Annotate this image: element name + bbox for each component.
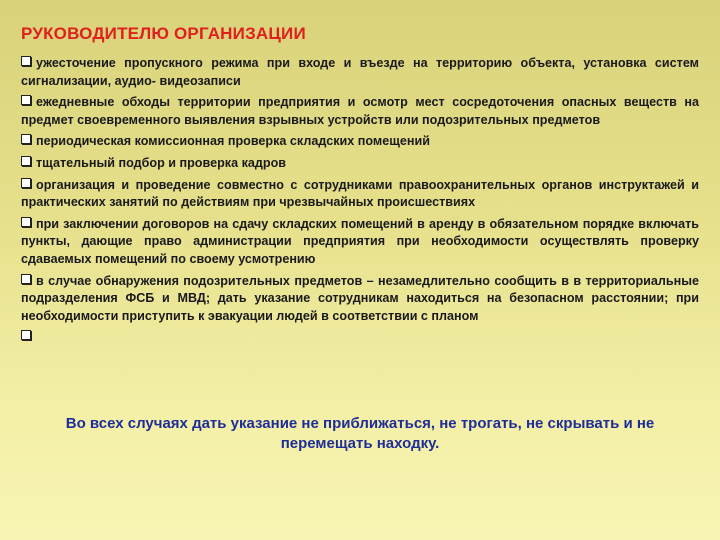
list-item (21, 133, 699, 151)
checkbox-bullet-icon (21, 156, 31, 166)
list-item-text: организация и проведение совместно с сотрудниками правоохранительных органов инструктажей и практических занятий по действиям при чрезвычайных происшествиях (21, 177, 699, 210)
checkbox-bullet-icon (21, 330, 31, 340)
list-item (21, 177, 699, 212)
list-item (21, 94, 699, 129)
list-item-text: ужесточение пропускного режима при входе и въезде на территорию объекта, установка систем сигнализации, аудио- видеозаписи (21, 56, 699, 88)
list-item-text: при заключении договоров на сдачу складских помещений в аренду в обязательном порядке включать пункты, дающие право администрации предприятия при необходимости осуществлять проверку сдаваемых помещений по своему усмотрению (21, 216, 699, 266)
list-item-text: в случае обнаружения подозрительных предметов – незамедлительно сообщить в в территориальные подразделения ФСБ и МВД; дать указание сотрудникам находиться на безопасном расстоянии; при необходимости приступить к эвакуации людей в соответствии с планом (21, 273, 699, 323)
checkbox-bullet-icon (21, 134, 31, 144)
slide-title: РУКОВОДИТЕЛЮ ОРГАНИЗАЦИИ (21, 24, 306, 43)
checkbox-bullet-icon (21, 217, 31, 227)
checkbox-bullet-icon (21, 56, 31, 66)
checkbox-bullet-icon (21, 178, 31, 188)
list-item (21, 273, 699, 326)
list-item-empty (21, 329, 699, 351)
list-item (21, 155, 699, 173)
measures-list (21, 55, 699, 351)
list-item-text: тщательный подбор и проверка кадров (36, 155, 286, 170)
checkbox-bullet-icon (21, 274, 31, 284)
list-item-text: периодическая комиссионная проверка складских помещений (36, 134, 430, 149)
list-item (21, 216, 699, 269)
checkbox-bullet-icon (21, 95, 31, 105)
list-item-text: ежедневные обходы территории предприятия и осмотр мест сосредоточения опасных веществ на предмет своевременного выявления взрывных устройств или подозрительных предметов (21, 95, 699, 127)
list-item (21, 55, 699, 90)
footer-note: Во всех случаях дать указание не приближаться, не трогать, не скрывать и не перемещать находку. (65, 415, 655, 452)
